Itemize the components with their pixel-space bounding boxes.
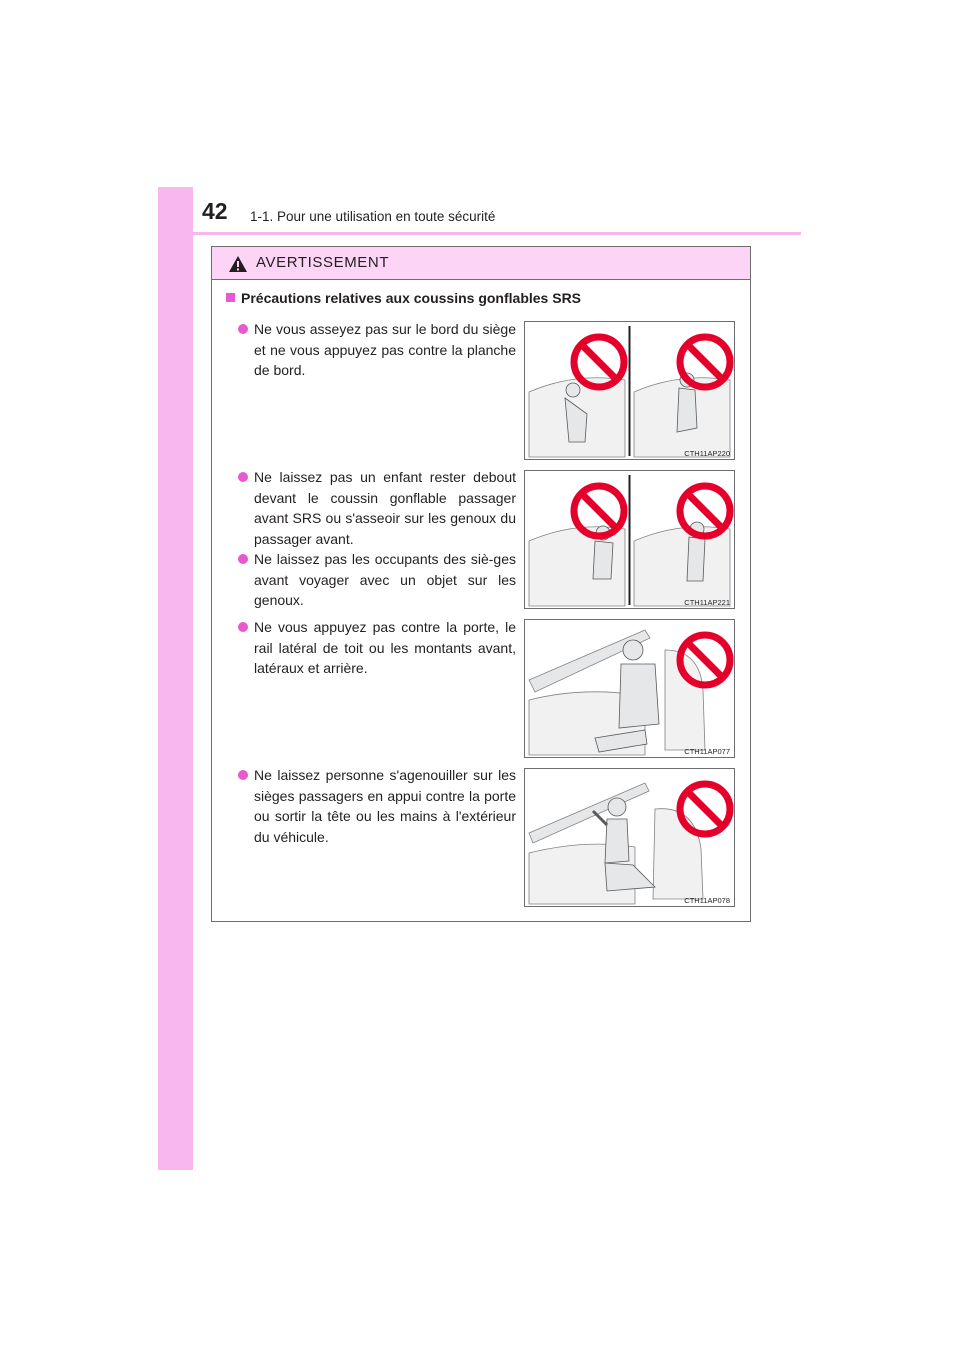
header-rule [193,232,801,235]
side-tab [158,187,193,1170]
warning-triangle-icon [228,255,248,273]
section-title [226,291,581,305]
bullet-item: Ne laissez personne s'agenouiller sur les sièges passagers en appui contre la porte ou sortir la tête ou les mains à l'extérieur du véhicule. [238,765,516,847]
illustration-leaning-on-door [524,619,735,758]
page-number: 42 [202,198,228,224]
warning-box [211,246,751,922]
figure-code: CTH11AP220 [684,448,730,458]
bullet-dot-icon [238,324,248,334]
figure-code: CTH11AP077 [684,746,730,756]
bullet-dot-icon [238,472,248,482]
bullet-item: Ne laissez pas les occupants des siè-ges avant voyager avec un objet sur les genoux. [238,549,516,611]
bullet-dot-icon [238,770,248,780]
warning-header [212,247,750,280]
illustration-sitting-on-seat-edge [524,321,735,460]
figure-code: CTH11AP221 [684,597,730,607]
section-title-text: Précautions relatives aux coussins gonflables SRS [241,290,582,306]
bullet-item: Ne laissez pas un enfant rester debout devant le coussin gonflable passager avant SRS ou s'asseoir sur les genoux du passager avant. [238,467,516,549]
bullet-item: Ne vous appuyez pas contre la porte, le rail latéral de toit ou les montants avant, latéraux et arrière. [238,617,516,679]
chapter-title: 1-1. Pour une utilisation en toute sécurité [250,209,496,224]
warning-title: AVERTISSEMENT [256,254,390,271]
illustration-kneeling-on-seat [524,768,735,907]
section-square-icon [226,293,235,302]
prohibition-icon [680,784,730,834]
figure-code: CTH11AP078 [684,895,730,905]
bullet-dot-icon [238,622,248,632]
bullet-dot-icon [238,554,248,564]
illustration-child-front-seat [524,470,735,609]
bullet-item: Ne vous asseyez pas sur le bord du siège et ne vous appuyez pas contre la planche de bord. [238,319,516,381]
